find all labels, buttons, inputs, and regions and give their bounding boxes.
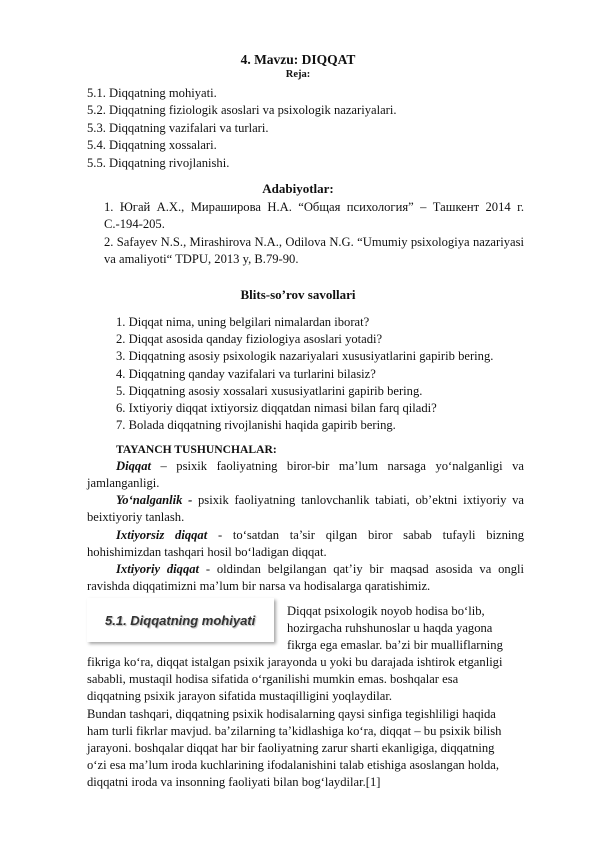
text-line: hozirgacha ruhshunoslar u haqda yagona [287,621,493,636]
term-name: Ixtiyoriy diqqat [116,562,200,576]
question-item: 4. Diqqatning qanday vazifalari va turlarini bilasiz? [116,366,376,381]
term-text: psixik faoliyatning tanlovchanlik tabiati, ob’ektni ixtiyoriy va beixtiyoriy tanlash. [87,493,524,525]
literature-heading: Adabiyotlar: [262,181,334,196]
literature-item: 1. Югай А.Х., Мираширова Н.А. “Общая психология” – Ташкент 2014 г. С.-194-205. [104,200,524,232]
blitz-heading: Blits-so’rov savollari [240,287,356,302]
plan-item: 5.1. Diqqatning mohiyati. [87,86,217,100]
plan-item: 5.5. Diqqatning rivojlanishi. [87,155,230,170]
question-item: 7. Bolada diqqatning rivojlanishi haqida gapirib bering. [116,418,396,433]
text-line: jarayoni. boshqalar diqqat har bir faoliyatning zarur sharti ekanligiga, diqqatning [87,741,495,756]
key-concepts-heading: TAYANCH TUSHUNCHALAR: [116,443,277,456]
page-title: 4. Mavzu: DIQQAT [240,52,356,67]
term-definition [87,458,524,492]
text-line: diqqatning psixik jarayon sifatida mustaqilligini yoqlaydilar. [87,689,393,704]
text-line: diqqatni iroda va insonning faoliyati bilan bog‘laydilar.[1] [87,775,381,790]
question-item: 6. Ixtiyoriy diqqat ixtiyorsiz diqqatdan nimasi bilan farq qiladi? [116,401,437,416]
literature-item: 2. Safayev N.S., Mirashirova N.A., Odilova N.G. “Umumiy psixologiya nazariyasi va amaliyoti“ TDPU, 2013 y, B.79-90. [104,235,524,267]
wrapped-text [287,603,527,655]
term-text: - oldindan belgilangan qat’iy bir maqsad asosida va ongli ravishda diqqatimizni ma’lum bir narsa va hodisalarga qaratishimiz. [87,562,524,594]
text-line: sababli, mustaqil hodisa sifatida o‘rganilishi mumkin emas. boshqalar esa [87,672,459,687]
text-line: Bundan tashqari, diqqatning psixik hodisalarning qaysi sinfiga tegishliligi haqida [87,706,496,721]
term-name: Ixtiyorsiz diqqat [116,528,208,542]
plan-item: 5.4. Diqqatning xossalari. [87,138,217,153]
term-name: Yo‘nalganlik - [116,493,193,507]
question-item: 3. Diqqatning asosiy psixologik nazariyalari xususiyatlarini gapirib bering. [116,349,494,364]
text-line: Diqqat psixologik noyob hodisa bo‘lib, [287,604,485,618]
term-name: Diqqat [116,459,151,473]
term-text: - to‘satdan ta’sir qilgan biror sabab tufayli bizning hohishimizdan tashqari hosil bo‘ladigan diqqat. [87,528,524,560]
question-item: 2. Diqqat asosida qanday fiziologiya asoslari yotadi? [116,332,383,347]
term-definition [87,561,524,595]
section-title: 5.1. Diqqatning mohiyati [105,613,256,628]
question-item: 1. Diqqat nima, uning belgilari nimalardan iborat? [116,315,370,329]
text-line: fikriga ko‘ra, diqqat istalgan psixik jarayonda u yoki bu darajada ishtirok etganligi [87,655,503,669]
term-text: – psixik faoliyatning biror-bir ma’lum narsaga yo‘nalganligi va jamlanganligi. [87,459,524,491]
term-definition [87,492,524,526]
body-paragraph [87,654,527,792]
text-line: ham turli fikrlar mavjud. ba’zilarning ta’kidlashiga ko‘ra, diqqat – bu psixik bilish [87,723,502,738]
question-list [116,314,493,434]
question-item: 5. Diqqatning asosiy xossalari xususiyatlarini gapirib bering. [116,383,423,398]
text-line: fikrga ega emaslar. ba’zi bir mualliflarning [287,638,503,653]
text-line: o‘zi esa ma’lum iroda kuchlarining ifodalanishini talab etishiga asoslangan holda, [87,758,499,773]
plan-item: 5.2. Diqqatning fiziologik asoslari va psixologik nazariyalari. [87,103,397,118]
plan-list [87,85,397,172]
term-definition [87,527,524,561]
plan-heading: Reja: [285,69,311,80]
plan-item: 5.3. Diqqatning vazifalari va turlari. [87,120,269,135]
